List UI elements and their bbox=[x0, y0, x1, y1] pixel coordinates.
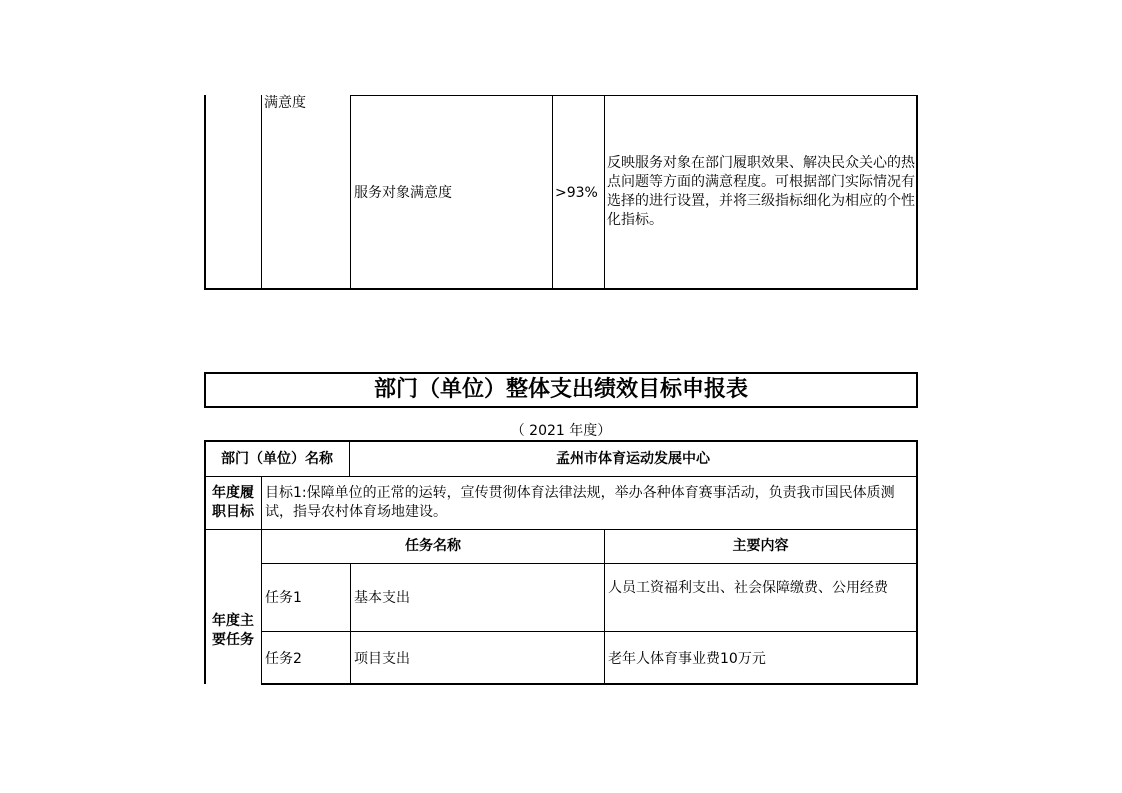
table-row-divider bbox=[261, 631, 917, 632]
indicator-description: 反映服务对象在部门履职效果、解决民众关心的热点问题等方面的满意程度。可根据部门实际情况有选择的进行设置，并将三级指标细化为相应的个性化指标。 bbox=[607, 155, 915, 228]
table-divider bbox=[261, 95, 262, 290]
indicator-value: >93% bbox=[555, 185, 598, 201]
form-title-box bbox=[204, 372, 918, 408]
annual-goal-text: 目标1:保障单位的正常的运转，宣传贯彻体育法律法规，举办各种体育赛事活动，负责我市国民体质测试，指导农村体育场地建设。 bbox=[265, 485, 895, 520]
unit-name-label: 部门（单位）名称 bbox=[221, 451, 333, 467]
form-title: 部门（单位）整体支出绩效目标申报表 bbox=[373, 377, 748, 402]
task-id: 任务1 bbox=[265, 590, 302, 606]
task-content: 人员工资福利支出、社会保障缴费、公用经费 bbox=[608, 580, 888, 596]
table-border-left bbox=[204, 95, 206, 290]
table-border-right bbox=[916, 95, 918, 290]
table-divider bbox=[552, 95, 553, 290]
table-row-divider bbox=[204, 476, 917, 477]
task-content-header: 主要内容 bbox=[732, 538, 789, 554]
indicator-name: 服务对象满意度 bbox=[354, 185, 452, 201]
table-row-divider bbox=[204, 529, 917, 530]
annual-goal-label: 年度履职目标 bbox=[212, 485, 254, 520]
table-row-divider bbox=[261, 563, 917, 564]
table-bottom-border bbox=[204, 288, 918, 290]
year-line: （ 2021 年度） bbox=[510, 423, 612, 439]
task-name-header: 任务名称 bbox=[405, 538, 461, 554]
task-name: 基本支出 bbox=[354, 590, 410, 606]
table-divider bbox=[350, 563, 351, 684]
table-top-border bbox=[350, 95, 917, 96]
task-id: 任务2 bbox=[265, 651, 302, 667]
table-divider bbox=[261, 476, 262, 684]
table-bottom-border bbox=[261, 683, 918, 685]
level2-indicator-label: 满意度 bbox=[264, 95, 306, 111]
task-name: 项目支出 bbox=[354, 651, 410, 667]
table-divider bbox=[350, 95, 351, 290]
table-top-border bbox=[204, 440, 918, 442]
unit-name-value: 孟州市体育运动发展中心 bbox=[556, 451, 710, 467]
annual-tasks-label: 年度主要任务 bbox=[212, 613, 254, 648]
task-content: 老年人体育事业费10万元 bbox=[608, 651, 766, 667]
table-divider bbox=[604, 95, 605, 290]
